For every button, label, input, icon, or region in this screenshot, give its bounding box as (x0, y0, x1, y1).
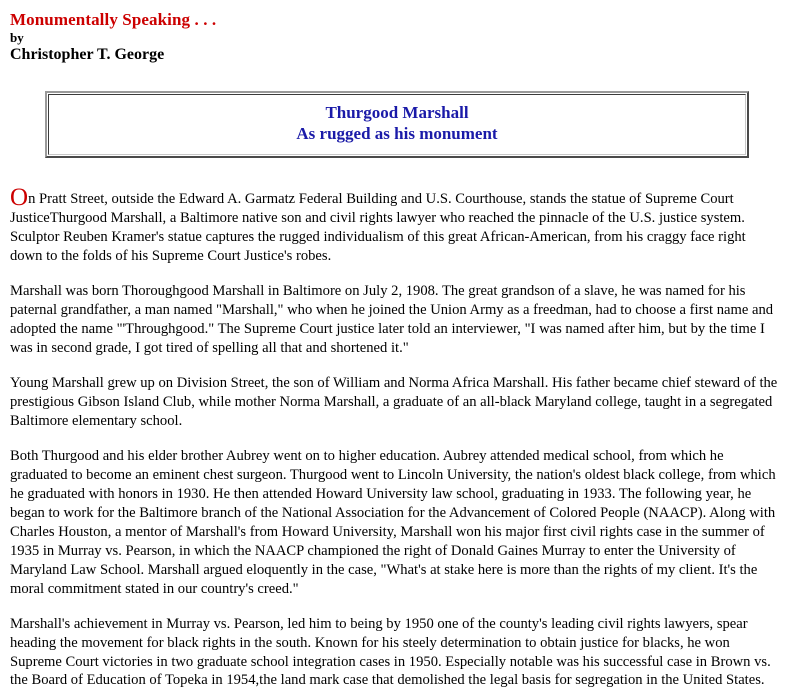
article-paragraph-text: n Pratt Street, outside the Edward A. Garmatz Federal Building and U.S. Courthouse, stands the statue of Supreme Court JusticeThurgood Marshall, a Baltimore native son and civil rights lawyer who reached the pinnacle of the U.S. justice system. Sculptor Reuben Kramer's statue captures the rugged individualism of this great African-American, from his craggy face right down to the folds of his Supreme Court Justice's robes. (10, 191, 746, 265)
article-paragraph (10, 447, 778, 599)
byline-author-name: Christopher T. George (10, 46, 165, 64)
column-title: Monumentally Speaking . . . (10, 10, 217, 29)
article-title-line-1: Thurgood Marshall (325, 102, 469, 122)
article-title-line-2: As rugged as his monument (296, 124, 498, 144)
byline-by-label: by (10, 29, 24, 45)
title-box-outer-border (45, 91, 749, 159)
title-box-wrapper (45, 91, 749, 159)
masthead (10, 10, 786, 65)
article-paragraph (10, 184, 778, 266)
drop-cap-letter: O (10, 184, 29, 212)
article-paragraph-text: Marshall's achievement in Murray vs. Pearson, led him to being by 1950 one of the county's leading civil rights lawyers, spear heading the movement for black rights in the south. Known for his steely determination to obtain justice for blacks, he won Supreme Court victories in two graduate school integration cases in 1950. Especially notable was his successful case in Brown vs. the Board of Education of Topeka in 1954,the land mark case that demolished the legal basis for segregation in the United States. (10, 615, 771, 689)
article-paragraph-text: Marshall was born Thoroughgood Marshall in Baltimore on July 2, 1908. The great grandson of a slave, he was named for his paternal grandfather, a man named "Marshall," who when he joined the Union Army as a freedman, had to choose a first name and adopted the name "'Throughgood." The Supreme Court justice later told an interviewer, "I was named after him, but by the time I was in second grade, I got tired of spelling all that and shortened it." (10, 283, 774, 356)
article-paragraph (10, 282, 778, 358)
article-paragraph (10, 615, 778, 690)
title-box (48, 94, 746, 156)
article-paragraph (10, 374, 778, 431)
article-paragraph-text: Young Marshall grew up on Division Street, the son of William and Norma Africa Marshall. His father became chief steward of the prestigious Gibson Island Club, while mother Norma Marshall, a graduate of an all-black Maryland college, taught in a segregated Baltimore elementary school. (10, 374, 778, 429)
article-body (8, 184, 786, 690)
article-paragraph-text: Both Thurgood and his elder brother Aubrey went on to higher education. Aubrey attended medical school, from which he graduated to become an eminent chest surgeon. Thurgood went to Lincoln University, the nation's oldest black college, from which he graduated with honors in 1930. He then attended Howard University law school, graduating in 1933. The following year, he began to work for the Baltimore branch of the National Association for the Advancement of Colored People (NAACP). Along with Charles Houston, a mentor of Marshall's from Howard University, Marshall won his major first civil rights case in the summer of 1935 in Murray vs. Pearson, in which the NAACP championed the right of Donald Gaines Murray to enter the University of Maryland Law School. Marshall argued eloquently in the case, "What's at stake here is more than the rights of my client. It's the moral commitment stated in our country's creed." (10, 447, 776, 597)
